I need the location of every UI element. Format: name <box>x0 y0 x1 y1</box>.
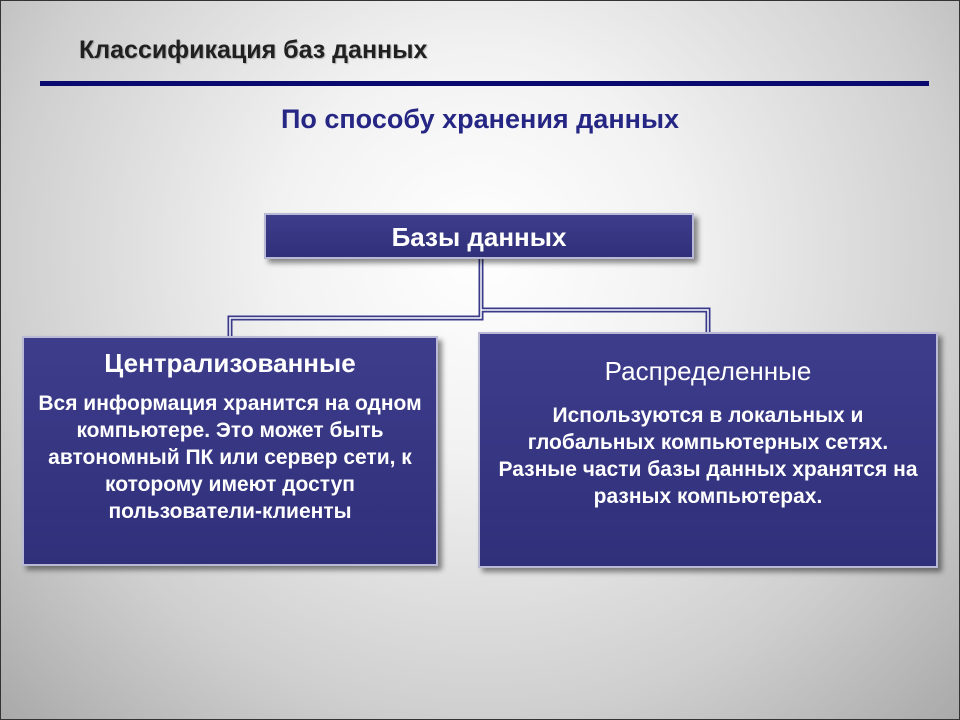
centralized-description: Вся информация хранится на одном компьютере. Это может быть автономный ПК или сервер сети, к которому имеют доступ пользователи-клиенты <box>38 392 422 523</box>
root-node-label: Базы данных <box>391 222 567 252</box>
distributed-heading: Распределенные <box>604 356 812 386</box>
connector-root-right-highlight <box>481 310 708 334</box>
root-node-box <box>264 213 694 259</box>
slide-subtitle: По способу хранения данных <box>280 104 680 134</box>
centralized-node-box <box>22 336 438 566</box>
distributed-node-box <box>478 332 938 568</box>
slide-title: Классификация баз данных <box>79 36 428 64</box>
centralized-heading: Централизованные <box>104 348 356 378</box>
connector-root-left-highlight <box>230 259 481 338</box>
distributed-description: Используются в локальных и глобальных компьютерных сетях. Разные части базы данных хранятся на разных компьютерах. <box>498 404 918 508</box>
connector-root-left <box>230 259 481 338</box>
connector-root-right <box>481 310 708 334</box>
